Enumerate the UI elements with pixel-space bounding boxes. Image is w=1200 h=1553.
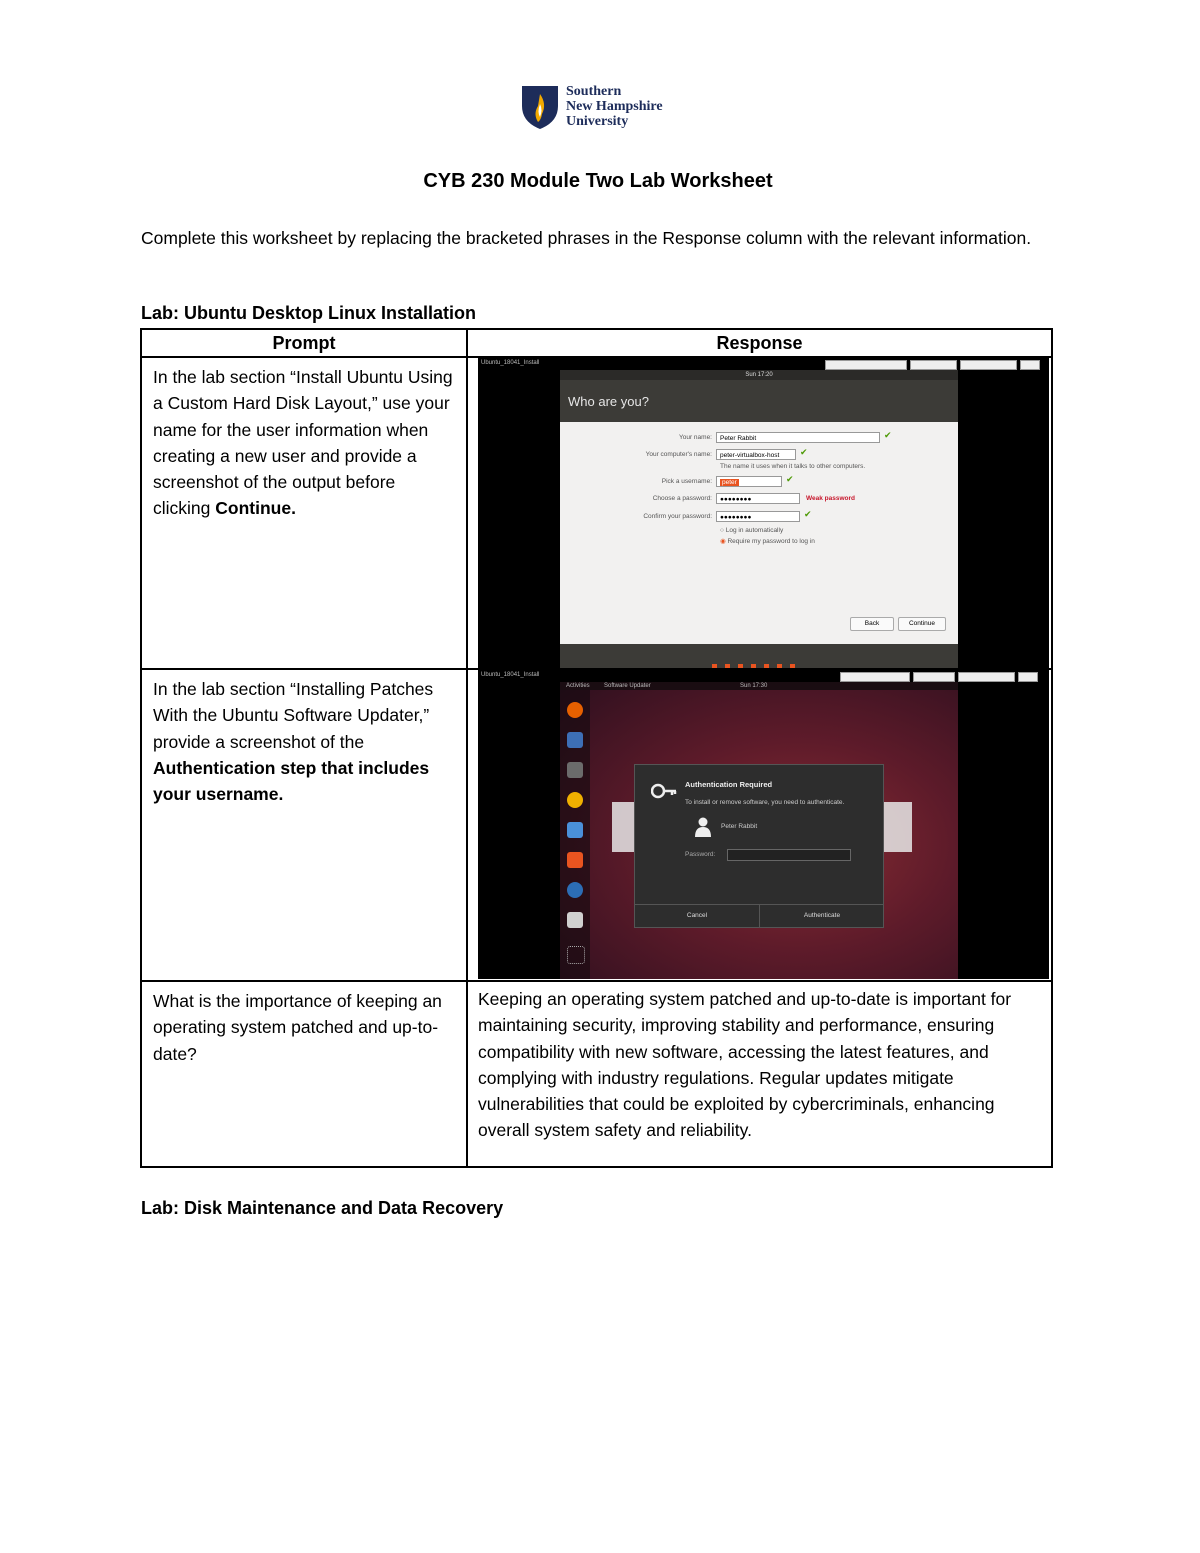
app-grid-icon[interactable] [567,946,585,964]
prompt-text: In the lab section “Installing Patches With the Ubuntu Software Updater,” provide a screenshot of the [153,679,434,752]
amazon-icon[interactable] [567,912,583,928]
checkmark-icon: ✔ [884,430,892,440]
intro-paragraph: Complete this worksheet by replacing the bracketed phrases in the Response column with the relevant information. [141,228,1032,248]
vm-toolbar-button [960,360,1017,370]
response-cell: Keeping an operating system patched and up-to-date is important for maintaining security, improving stability and performance, ensuring compatibility with new software, accessing the latest features, and complying with industry regulations. Regular updates mitigate vulnerabilities that could be exploited by cybercriminals, enhancing overall system safety and reliability. [467,981,1052,1167]
response-cell [467,357,1052,669]
confirm-password-field[interactable]: ●●●●●●●● [716,511,800,522]
vm-toolbar-button [825,360,907,370]
section-heading-disk-maintenance: Lab: Disk Maintenance and Data Recovery [141,1198,504,1218]
prompt-cell [141,357,467,669]
desktop-top-bar [560,682,958,690]
ubuntu-installer-window [560,370,958,668]
files-icon[interactable] [567,762,583,778]
checkmark-icon: ✔ [804,509,812,519]
checkmark-icon: ✔ [786,474,794,484]
vm-toolbar-button [913,672,955,682]
section-heading-ubuntu-install: Lab: Ubuntu Desktop Linux Installation [141,303,476,323]
writer-icon[interactable] [567,822,583,838]
require-password-label: Require my password to log in [727,538,815,545]
cancel-button[interactable]: Cancel [686,912,708,919]
computer-name-label: Your computer's name: [645,451,712,458]
table-header-row [141,329,1052,357]
radio-selected-icon: ◉ [720,538,726,545]
installer-heading: Who are you? [568,394,649,409]
logo-line-2: New Hampshire [566,99,663,114]
software-icon[interactable] [567,852,583,868]
university-logo [520,84,690,134]
screenshot-ubuntu-who-are-you [478,358,1049,668]
prompt-cell [141,669,467,981]
launcher-dock [560,690,590,979]
continue-button[interactable]: Continue [898,617,946,631]
confirm-password-label: Confirm your password: [643,513,712,520]
help-icon[interactable] [567,882,583,898]
your-name-label: Your name: [678,434,712,441]
vm-toolbar-button [1020,360,1040,370]
dialog-footer [635,904,883,927]
authentication-dialog [634,764,884,928]
username-value: peter [722,479,737,486]
vm-toolbar-button [910,360,957,370]
username-field[interactable] [716,476,782,487]
authenticate-button[interactable]: Authenticate [759,905,884,927]
prompt-bold-text: Authentication step that includes your username. [153,757,430,805]
response-cell [467,669,1052,981]
login-auto-option[interactable] [720,527,783,534]
prompt-header: Prompt [141,329,467,357]
back-button[interactable]: Back [850,617,894,631]
vm-window-title: Ubuntu_18041_Install [481,360,540,366]
screenshot-authentication-required [478,670,1049,979]
shield-flame-icon [520,84,560,130]
logo-line-1: Southern [566,84,622,99]
activities-label[interactable]: Activities [566,683,590,689]
vm-toolbar-button [840,672,910,682]
vm-window-title: Ubuntu_18041_Install [481,672,540,678]
table-row [141,357,1052,669]
installer-top-bar: Sun 17:20 [560,370,958,380]
app-menu-label[interactable]: Software Updater [604,683,651,689]
your-name-field[interactable]: Peter Rabbit [716,432,880,443]
prompt-cell: What is the importance of keeping an operating system patched and up-to-date? [141,981,467,1167]
installer-form [560,422,958,644]
lab-table [140,328,1053,1168]
document-title: CYB 230 Module Two Lab Worksheet [423,170,773,192]
table-row [141,981,1052,1167]
username-label: Pick a username: [661,478,712,485]
require-password-option[interactable] [720,537,815,545]
prompt-bold-text: Continue. [215,498,296,519]
vm-toolbar-button [1018,672,1038,682]
password-label: Choose a password: [652,495,712,502]
prompt-text: In the lab section “Install Ubuntu Using a Custom Hard Disk Layout,” use your name for the user information when creating a new user and provide a screenshot of the output before clicking [153,367,453,519]
radio-icon: ○ [720,527,724,534]
table-row [141,669,1052,981]
logo-line-3: University [566,114,629,129]
desktop-clock: Sun 17:30 [740,683,768,689]
password-input[interactable] [727,849,851,861]
progress-dots [712,656,803,668]
logo-wordmark [566,84,663,129]
thunderbird-icon[interactable] [567,732,583,748]
checkmark-icon: ✔ [800,447,808,457]
password-label: Password: [685,851,716,858]
ubuntu-desktop [560,682,958,979]
computer-name-field[interactable]: peter-virtualbox-host [716,449,796,460]
rhythmbox-icon[interactable] [567,792,583,808]
password-strength: Weak password [806,495,856,502]
vm-toolbar-button [958,672,1015,682]
firefox-icon[interactable] [567,702,583,718]
key-icon [651,783,677,799]
computer-name-hint: The name it uses when it talks to other computers. [720,463,866,470]
login-auto-label: Log in automatically [725,527,784,534]
user-avatar-icon [695,817,711,837]
dialog-username: Peter Rabbit [721,823,758,830]
response-header: Response [467,329,1052,357]
dialog-title: Authentication Required [685,780,773,789]
password-field[interactable]: ●●●●●●●● [716,493,800,504]
dialog-subtitle: To install or remove software, you need to authenticate. [685,799,845,806]
